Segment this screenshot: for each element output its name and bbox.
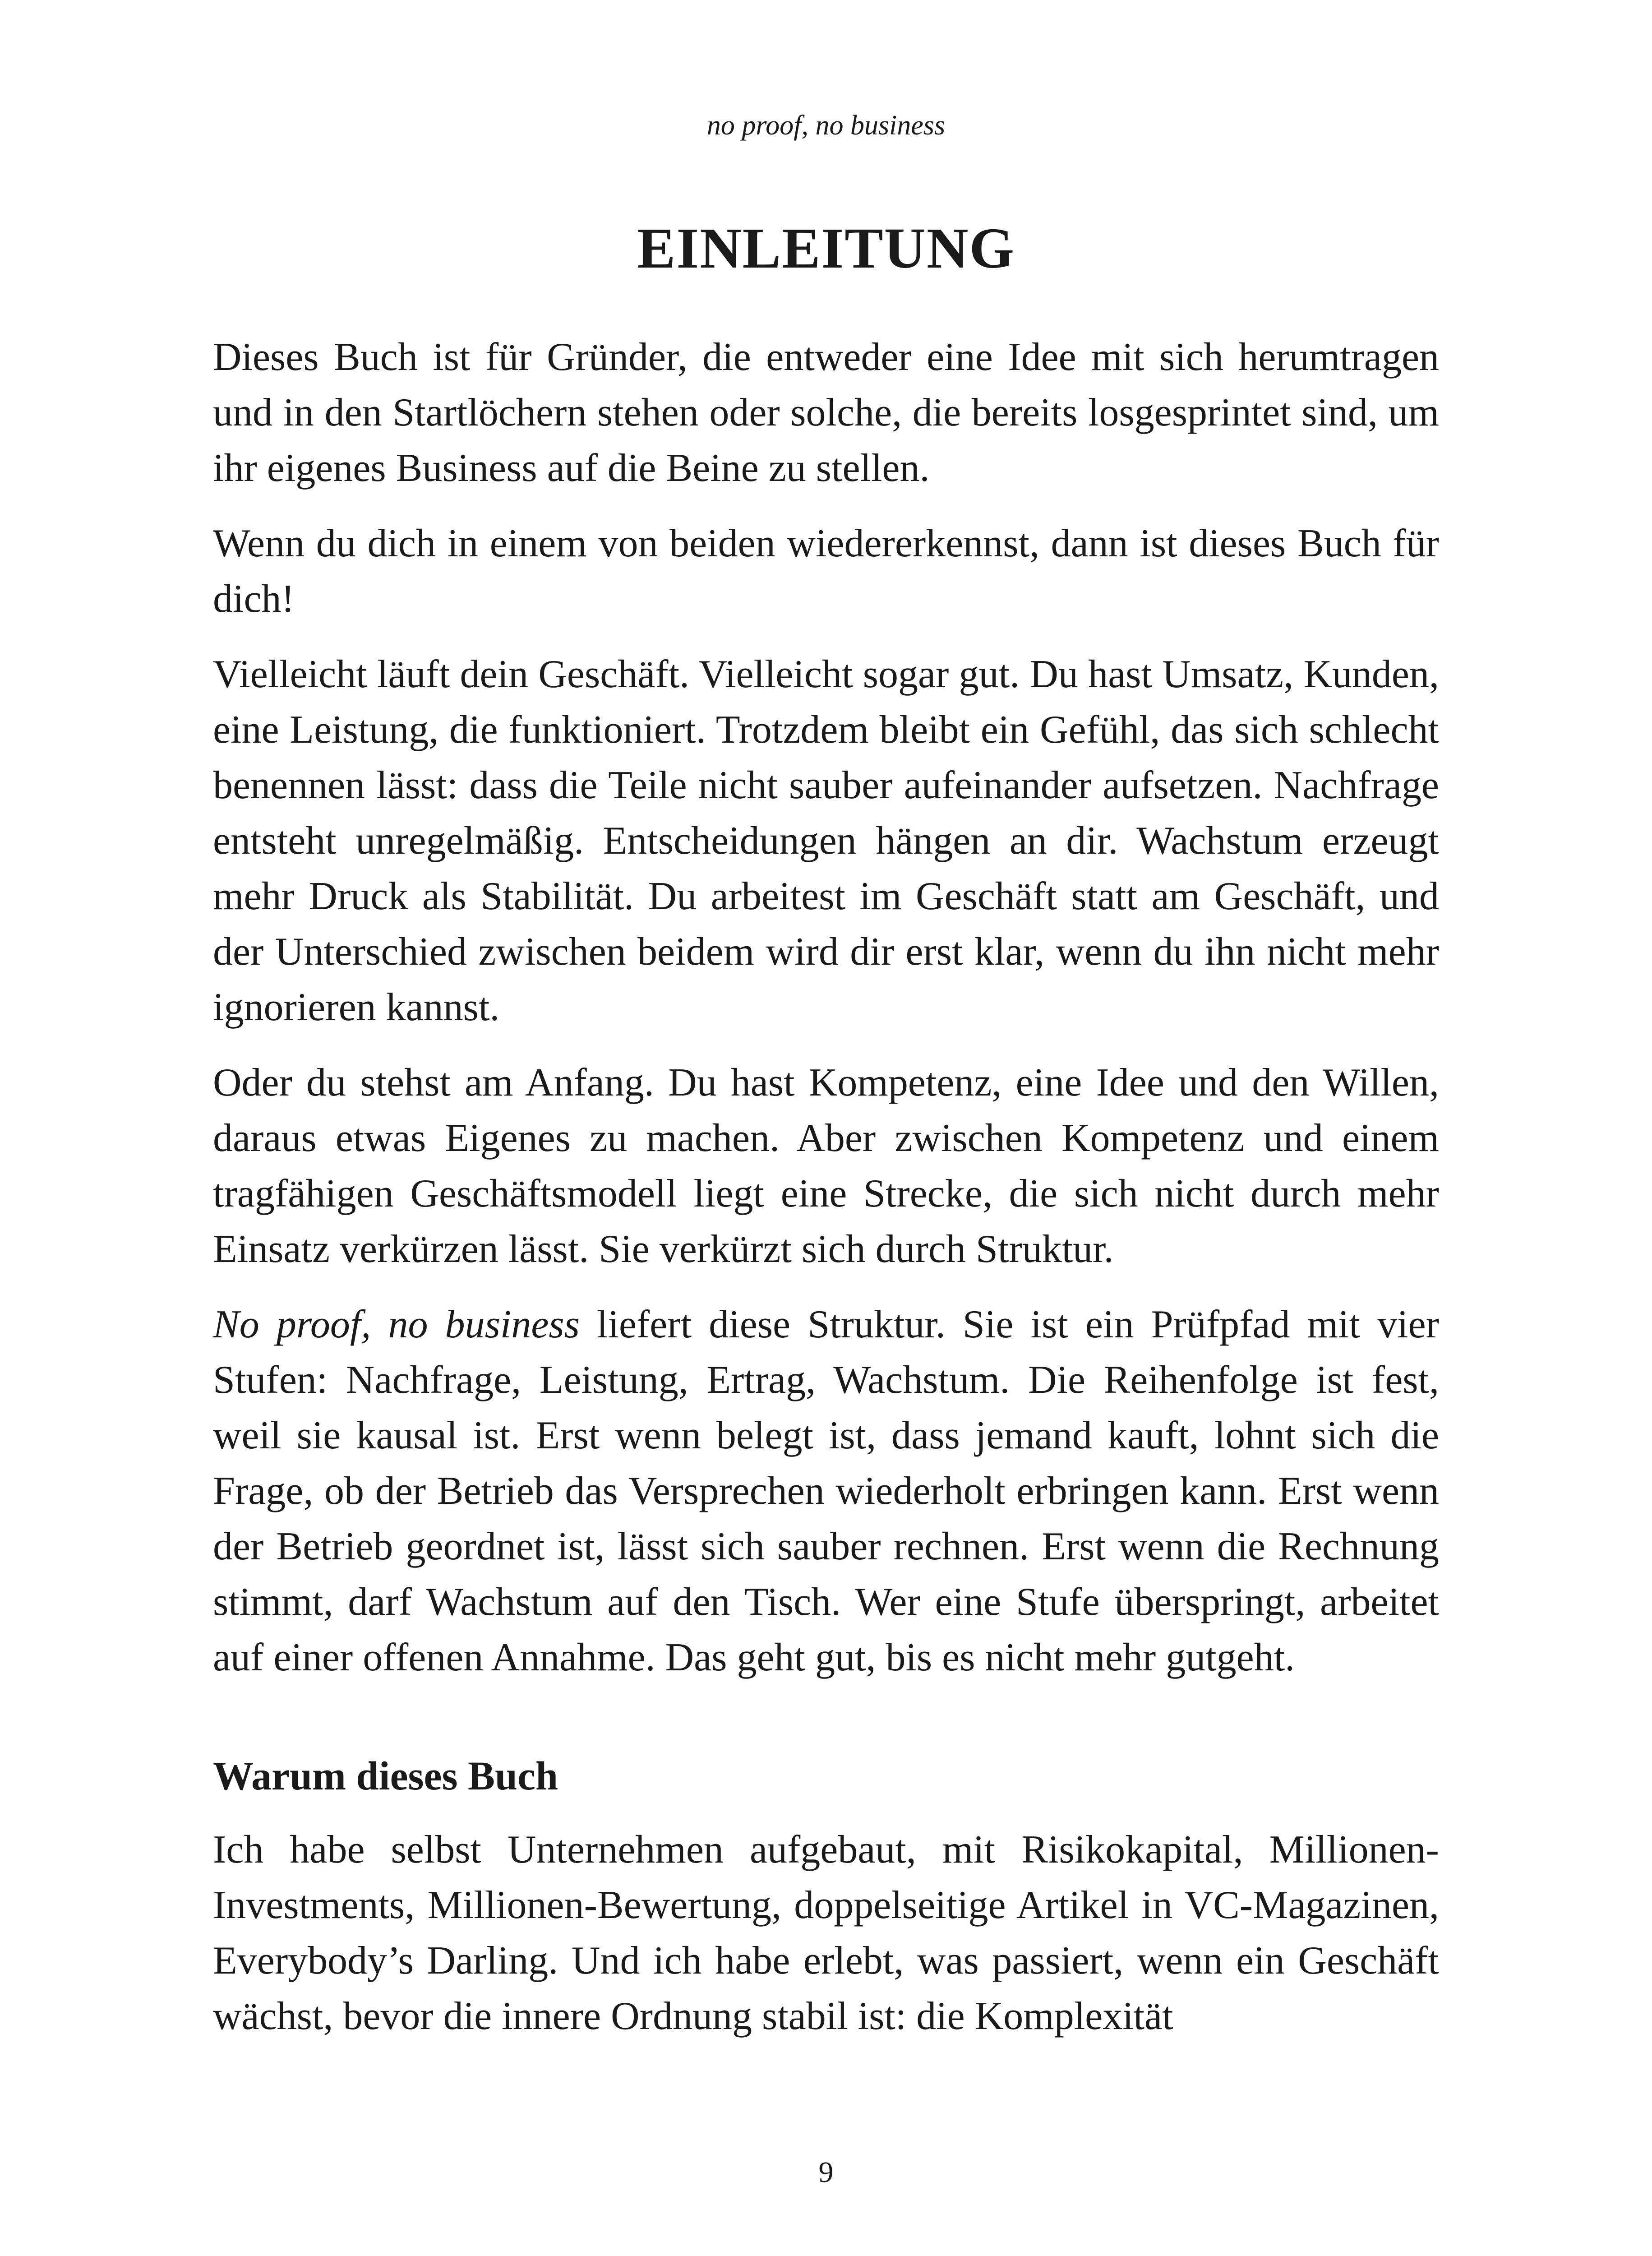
paragraph-experience <box>213 1822 1439 2044</box>
page-number: 9 <box>818 2156 834 2189</box>
paragraph-recognize-text: Wenn du dich in einem von beiden wiedererkennst, dann ist dieses Buch für dich! <box>213 522 1439 621</box>
paragraph-intro-text: Dieses Buch ist für Gründer, die entweder eine Idee mit sich herumtragen und in den Startlöchern stehen oder solche, die bereits losgesprintet sind, um ihr eigenes Business auf die Beine zu stellen. <box>213 335 1439 490</box>
paragraph-business-running-text: Vielleicht läuft dein Geschäft. Vielleicht sogar gut. Du hast Umsatz, Kunden, eine Leistung, die funktioniert. Trotzdem bleibt ein Gefühl, das sich schlecht benennen lässt: dass die Teile nicht sauber aufeinander aufsetzen. Nachfrage entsteht unregelmäßig. Entscheidungen hängen an dir. Wachstum erzeugt mehr Druck als Stabilität. Du arbeitest im Geschäft statt am Geschäft, und der Unterschied zwischen beidem wird dir erst klar, wenn du ihn nicht mehr ignorieren kannst. <box>213 652 1439 1029</box>
paragraph-business-running <box>213 647 1439 1035</box>
paragraph-experience-text: Ich habe selbst Unternehmen aufgebaut, mit Risikokapital, Millionen-Investments, Millionen-Bewertung, doppelseitige Artikel in VC-Magazinen, Everybody’s Darling. Und ich habe erlebt, was passiert, wenn ein Geschäft wächst, bevor die innere Ordnung stabil ist: die Komplexität <box>213 1828 1439 2038</box>
book-title-italic: No proof, no business <box>213 1303 580 1346</box>
running-header: no proof, no business <box>706 110 946 141</box>
paragraph-beginning-text: Oder du stehst am Anfang. Du hast Kompetenz, eine Idee und den Willen, daraus etwas Eigenes zu machen. Aber zwischen Kompetenz und einem tragfähigen Geschäftsmodell liegt eine Strecke, die sich nicht durch mehr Einsatz verkürzen lässt. Sie verkürzt sich durch Struktur. <box>213 1061 1439 1271</box>
paragraph-intro <box>213 329 1439 496</box>
section-heading: Warum dieses Buch <box>213 1754 558 1798</box>
paragraph-beginning <box>213 1055 1439 1277</box>
paragraph-structure-text: liefert diese Struktur. Sie ist ein Prüfpfad mit vier Stufen: Nachfrage, Leistung, Ertrag, Wachstum. Die Reihenfolge ist fest, weil sie kausal ist. Erst wenn belegt ist, dass jemand kauft, lohnt sich die Frage, ob der Betrieb das Versprechen wiederholt erbringen kann. Erst wenn der Betrieb geordnet ist, lässt sich sauber rechnen. Erst wenn die Rechnung stimmt, darf Wachstum auf den Tisch. Wer eine Stufe überspringt, arbeitet auf einer offenen Annahme. Das geht gut, bis es nicht mehr gutgeht. <box>213 1303 1440 1679</box>
chapter-title: EINLEITUNG <box>637 216 1015 280</box>
body-text <box>213 329 1439 2064</box>
paragraph-recognize <box>213 516 1439 627</box>
paragraph-structure <box>213 1297 1439 1685</box>
